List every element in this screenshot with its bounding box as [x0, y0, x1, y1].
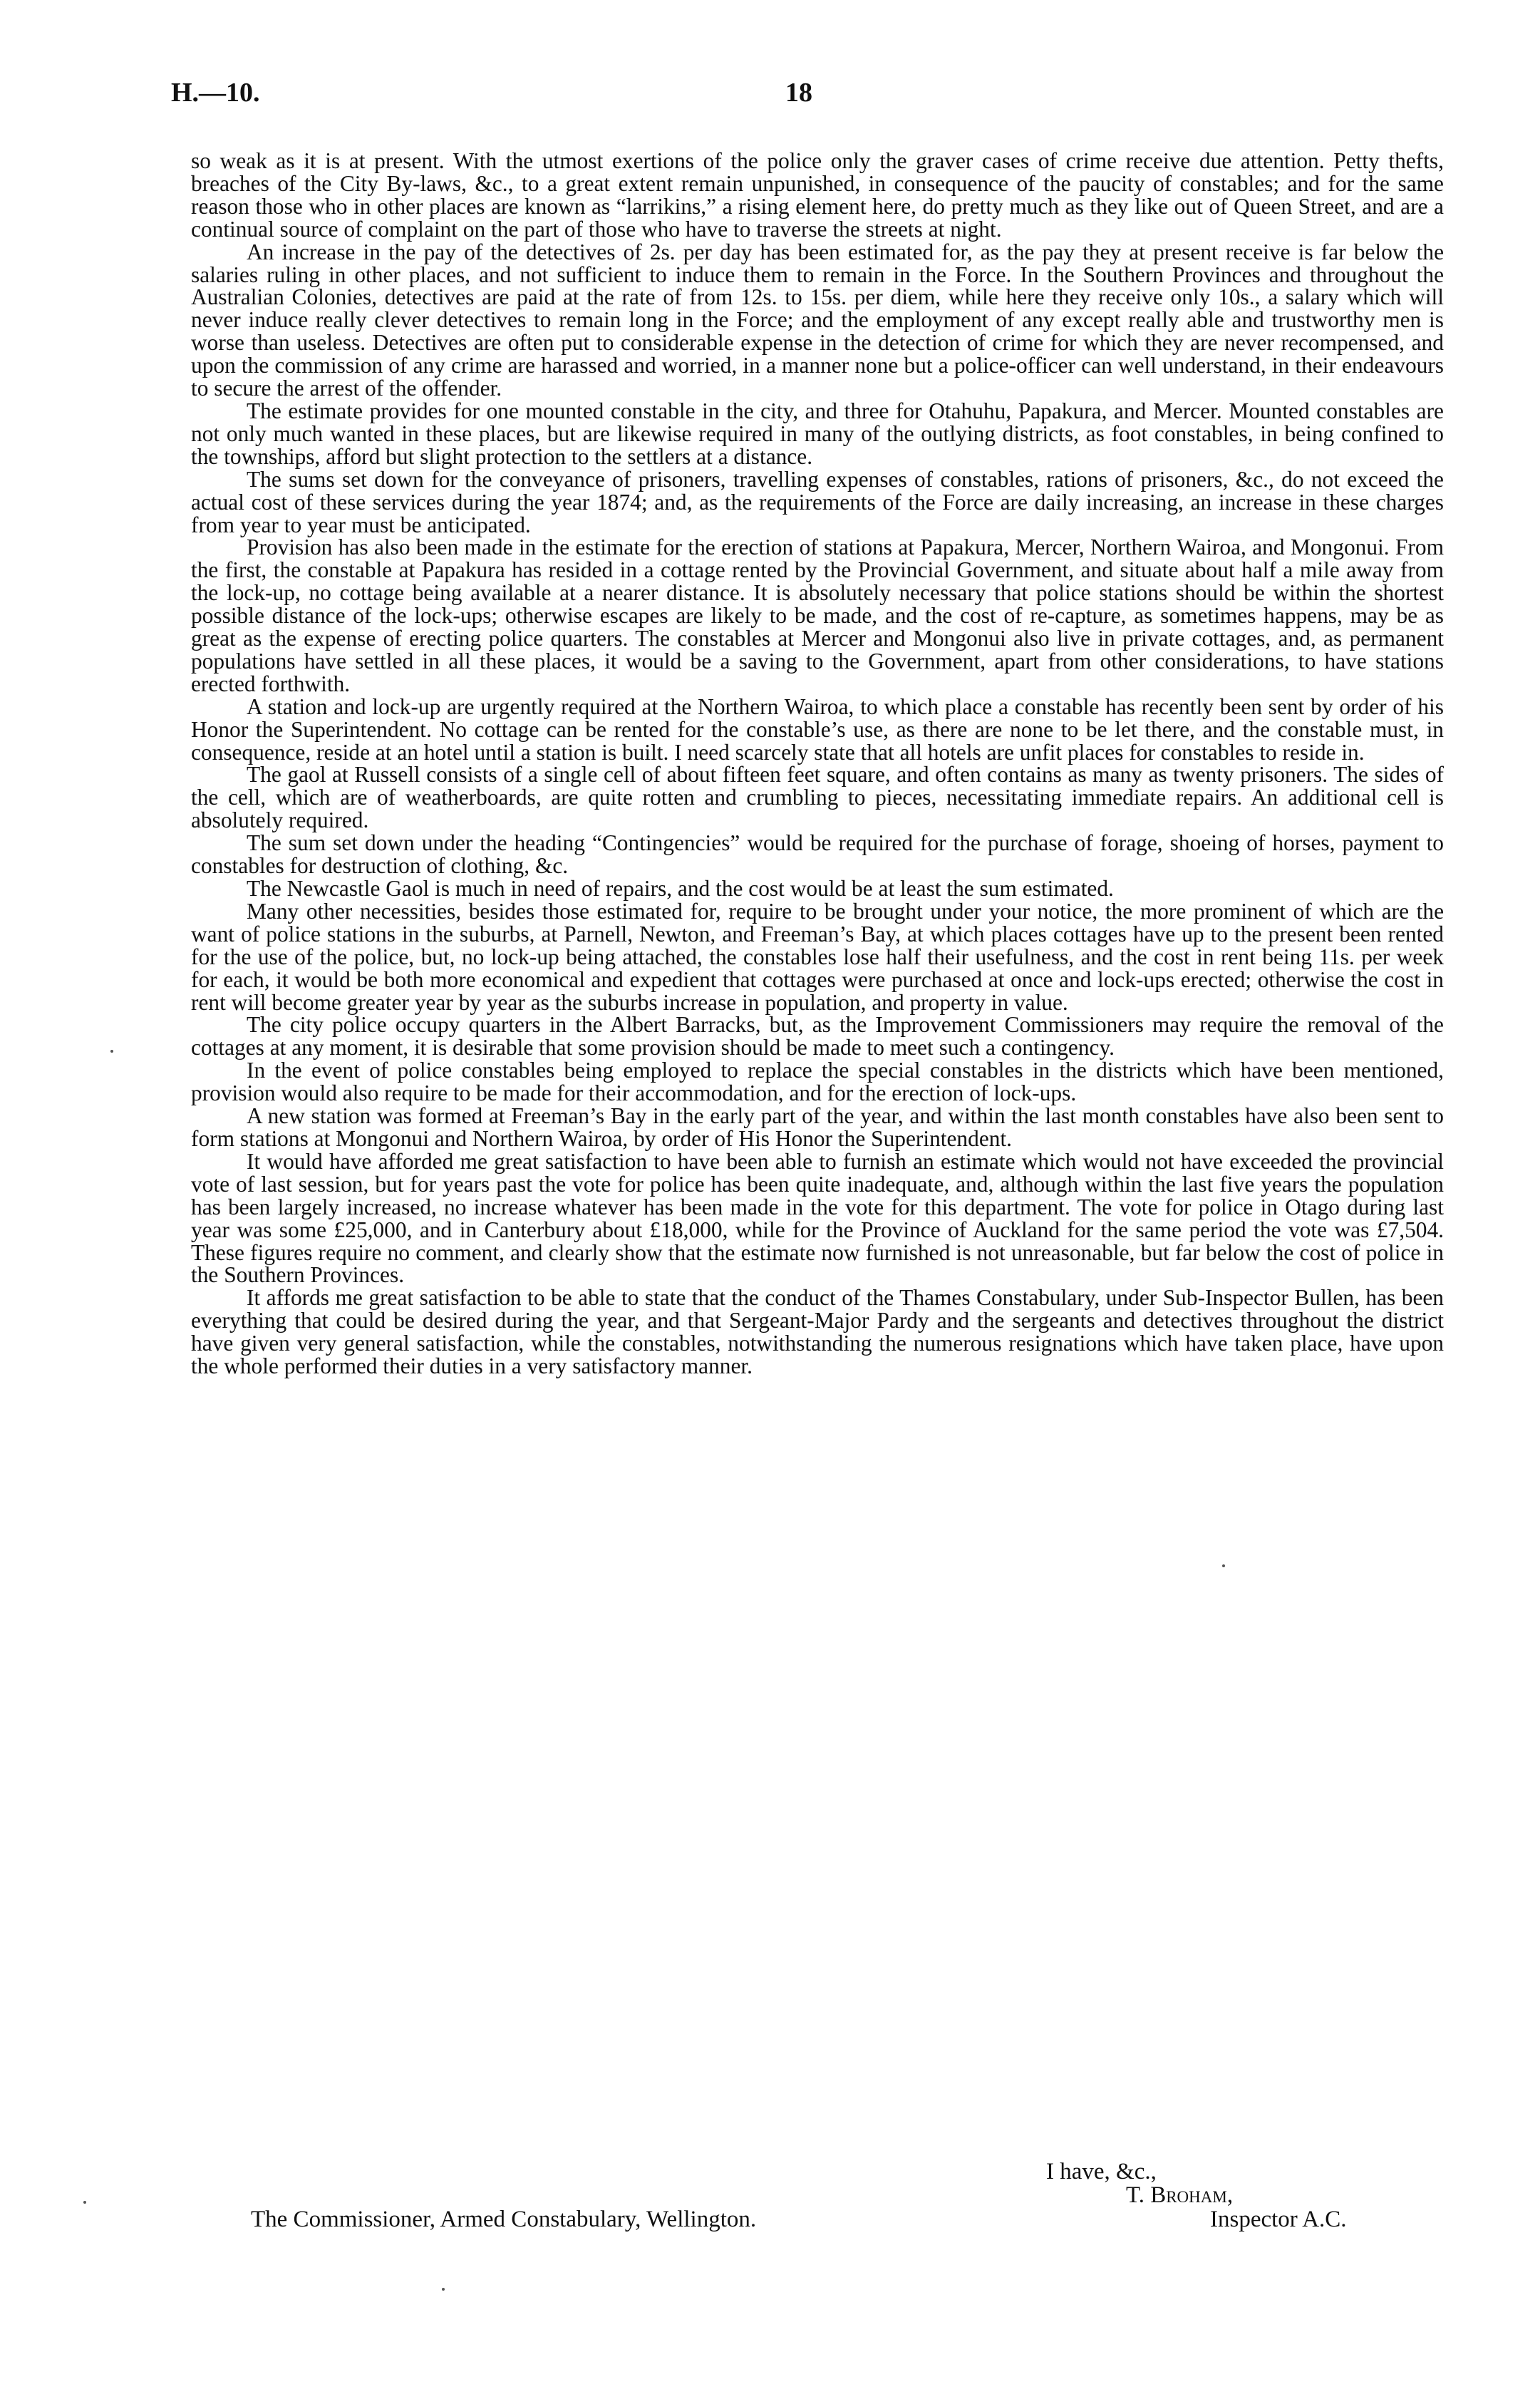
paragraph: The sums set down for the conveyance of prisoners, travelling expenses of constables, rations of prisoners, &c., do not exceed the actual cost of these services during the year 1874; and, as the requirements of the Force are daily increasing, an increase in these charges from year to year must be anticipated. [191, 466, 1444, 537]
signer-title: Inspector A.C. [1210, 2207, 1347, 2232]
paragraph: The sum set down under the heading “Contingencies” would be required for the purchase of forage, shoeing of horses, payment to constables for destruction of clothing, &c. [191, 830, 1444, 879]
paragraph: An increase in the pay of the detectives of 2s. per day has been estimated for, as the pay they at present receive is far below the salaries ruling in other places, and not sufficient to induce them to remain in the Force. In the Southern Provinces and throughout the Australian Colonies, detectives are paid at the rate of from 12s. to 15s. per diem, while here they receive only 10s., a salary which will never induce really clever detectives to remain long in the Force; and the employment of any except really able and trustworthy men is worse than useless. Detectives are often put to considerable expense in the detection of crime for which they are never recompensed, and upon the commission of any crime are harassed and worried, in a manner none but a police-officer can well understand, in their endeavours to secure the arrest of the offender. [191, 239, 1444, 401]
paragraph: It affords me great satisfaction to be able to state that the conduct of the Thames Constabulary, under Sub-Inspector Bullen, has been everything that could be desired during the year, and that Sergeant-Major Pardy and the sergeants and detectives throughout the district have given very general satisfaction, while the constables, notwithstanding the numerous resignations which have taken place, have upon the whole performed their duties in a very satisfactory manner. [191, 1285, 1444, 1379]
paragraph: A station and lock-up are urgently required at the Northern Wairoa, to which place a constable has recently been sent by order of his Honor the Superintendent. No cottage can be rented for the constable’s use, as there are none to be let there, and the constable must, in consequence, reside at an hotel until a station is built. I need scarcely state that all hotels are unfit places for constables to reside in. [191, 693, 1444, 765]
paragraph: The gaol at Russell consists of a single cell of about fifteen feet square, and often contains as many as twenty prisoners. The sides of the cell, which are of weatherboards, are quite rotten and crumbling to pieces, necessitating immediate repairs. An additional cell is absolutely required. [191, 762, 1444, 833]
scan-speck [83, 2201, 86, 2204]
paragraph: Provision has also been made in the estimate for the erection of stations at Papakura, Mercer, Northern Wairoa, and Mongonui. From the first, the constable at Papakura has resided in a cottage rented by the Provincial Government, and situate about half a mile away from the lock-up, no cottage being available at a nearer distance. It is absolutely necessary that police stations should be within the shortest possible distance of the lock-ups; otherwise escapes are likely to be made, and the cost of re-capture, as sometimes happens, may be as great as the expense of erecting police quarters. The constables at Mercer and Mongonui also live in private cottages, and, as permanent populations have settled in all these places, it would be a saving to the Government, apart from other considerations, to have stations erected forthwith. [191, 535, 1444, 696]
document-reference: H.—10. [171, 78, 260, 108]
page-header [171, 77, 1440, 120]
paragraph: The estimate provides for one mounted constable in the city, and three for Otahuhu, Papakura, and Mercer. Mounted constables are not only much wanted in these places, but are likewise required in many of the outlying districts, as foot constables, in being confined to the townships, afford but slight protection to the settlers at a distance. [191, 398, 1444, 469]
paragraph: In the event of police constables being employed to replace the special constables in the districts which have been mentioned, provision would also require to be made for their accommodation, and for the erection of lock-ups. [191, 1058, 1444, 1106]
paragraph: The Newcastle Gaol is much in need of repairs, and the cost would be at least the sum estimated. [247, 876, 1114, 901]
paragraph: A new station was formed at Freeman’s Bay in the early part of the year, and within the last month constables have also been sent to form stations at Mongonui and Northern Wairoa, by order of His Honor the Superintendent. [191, 1103, 1444, 1151]
scan-speck [442, 2288, 445, 2291]
scan-speck [1222, 1564, 1225, 1567]
addressee-line: The Commissioner, Armed Constabulary, Wellington. [251, 2207, 757, 2232]
closing-salutation: I have, &c., [1046, 2159, 1157, 2184]
paragraph: so weak as it is at present. With the utmost exertions of the police only the graver cases of crime receive due attention. Petty thefts, breaches of the City By-laws, &c., to a great extent remain unpunished, in consequence of the paucity of constables; and for the same reason those who in other places are known as “larrikins,” a rising element here, do pretty much as they like out of Queen Street, and are a continual source of complaint on the part of those who have to traverse the streets at night. [191, 148, 1444, 242]
paragraph: The city police occupy quarters in the Albert Barracks, but, as the Improvement Commissioners may require the removal of the cottages at any moment, it is desirable that some provision should be made to meet such a contingency. [191, 1012, 1444, 1061]
scan-speck [110, 1050, 113, 1053]
paragraph: It would have afforded me great satisfaction to have been able to furnish an estimate which would not have exceeded the provincial vote of last session, but for years past the vote for police has been quite inadequate, and, although within the last five years the population has been largely increased, no increase whatever has been made in the vote for this department. The vote for police in Otago during last year was some £25,000, and in Canterbury about £18,000, while for the Province of Auckland for the same period the vote was £7,504. These figures require no comment, and clearly show that the estimate now furnished is not unreasonable, but far below the cost of police in the Southern Provinces. [191, 1148, 1444, 1288]
body-text [191, 150, 1444, 1378]
paragraph: Many other necessities, besides those estimated for, require to be brought under your notice, the more prominent of which are the want of police stations in the suburbs, at Parnell, Newton, and Freeman’s Bay, at which places cottages have up to the present been rented for the use of the police, but, no lock-up being attached, the constables lose half their usefulness, and the cost in rent being 11s. per week for each, it would be both more economical and expedient that cottages were purchased at once and lock-ups erected; otherwise the cost in rent will become greater year by year as the suburbs increase in population, and property in value. [191, 898, 1444, 1015]
signer-name: T. Broham, [1126, 2182, 1234, 2208]
page-number: 18 [785, 78, 812, 108]
